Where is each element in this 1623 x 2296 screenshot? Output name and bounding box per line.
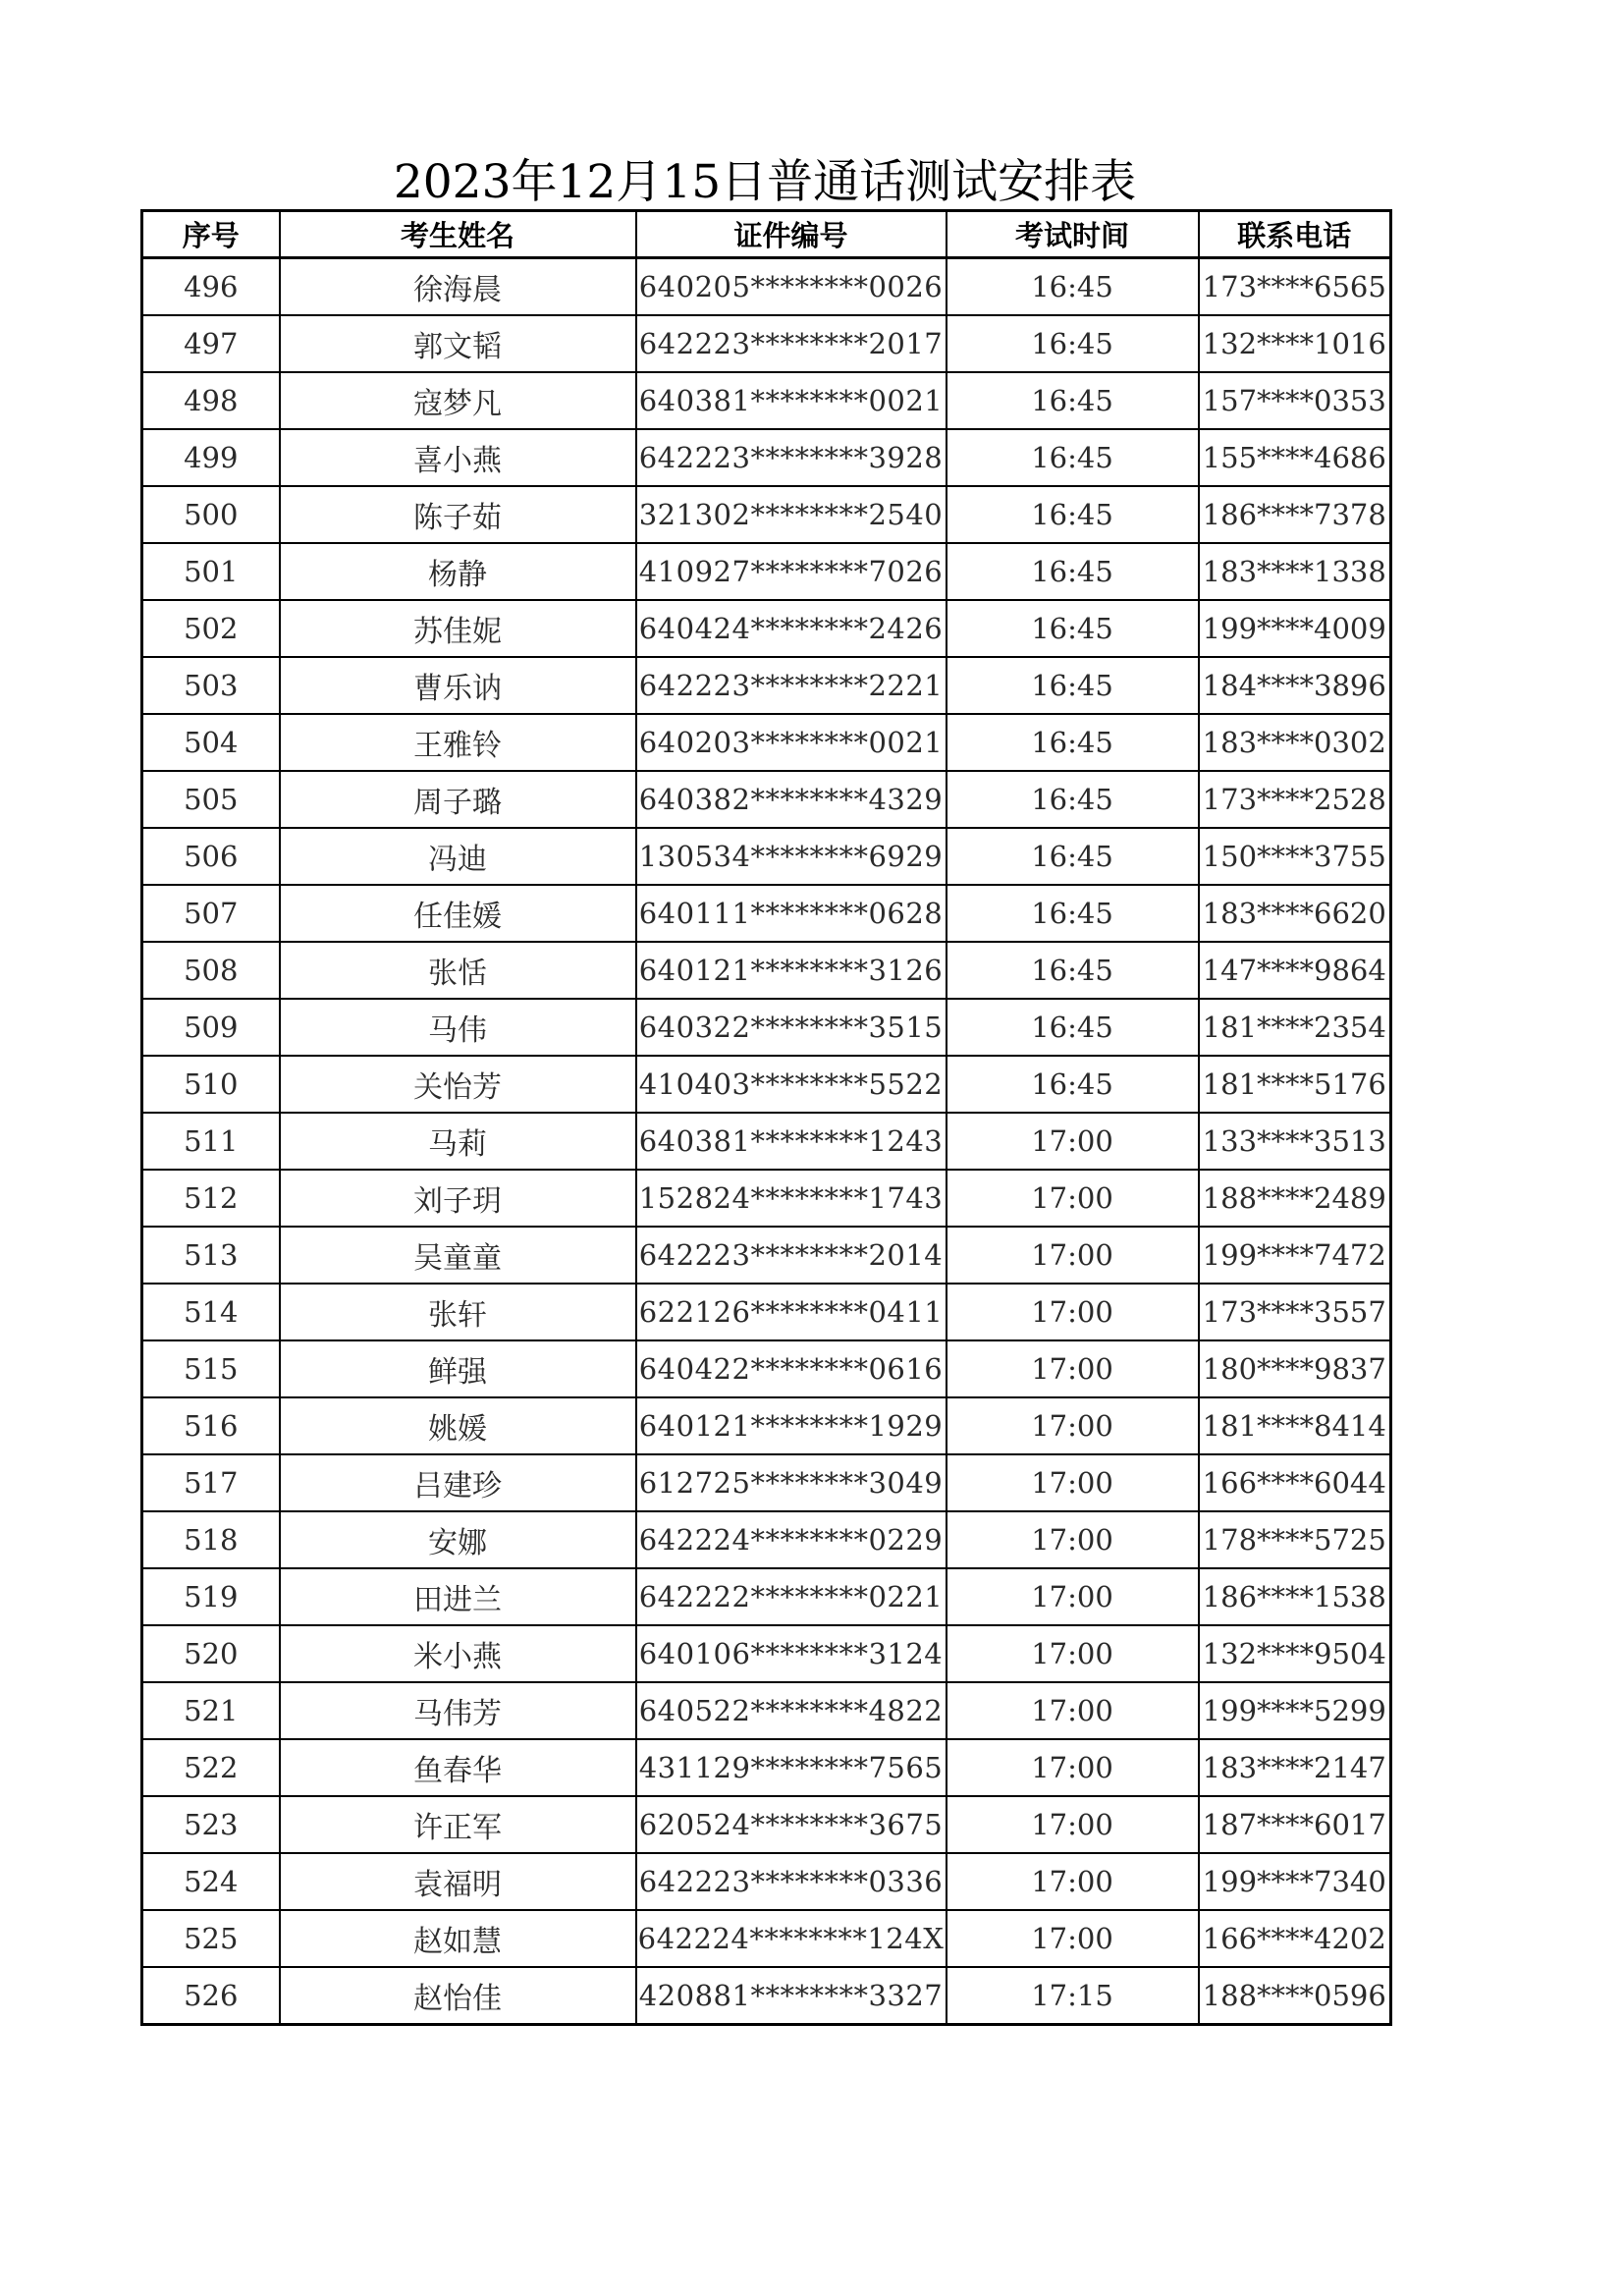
cell-exam-time: 17:00: [947, 1796, 1199, 1853]
header-seq: 序号: [142, 211, 280, 258]
cell-seq: 497: [142, 315, 280, 372]
cell-phone: 166****6044: [1199, 1454, 1391, 1511]
cell-id-number: 640121********3126: [636, 942, 947, 999]
cell-id-number: 620524********3675: [636, 1796, 947, 1853]
cell-id-number: 640121********1929: [636, 1397, 947, 1454]
header-id-number: 证件编号: [636, 211, 947, 258]
cell-id-number: 642224********124X: [636, 1910, 947, 1967]
cell-seq: 509: [142, 999, 280, 1056]
cell-exam-time: 17:15: [947, 1967, 1199, 2025]
cell-id-number: 640111********0628: [636, 885, 947, 942]
cell-exam-time: 16:45: [947, 543, 1199, 600]
cell-name: 陈子茹: [280, 486, 636, 543]
cell-id-number: 640522********4822: [636, 1682, 947, 1739]
cell-id-number: 420881********3327: [636, 1967, 947, 2025]
cell-name: 关怡芳: [280, 1056, 636, 1113]
cell-exam-time: 16:45: [947, 771, 1199, 828]
cell-exam-time: 17:00: [947, 1625, 1199, 1682]
cell-exam-time: 17:00: [947, 1284, 1199, 1340]
cell-exam-time: 17:00: [947, 1853, 1199, 1910]
cell-name: 米小燕: [280, 1625, 636, 1682]
header-phone: 联系电话: [1199, 211, 1391, 258]
cell-id-number: 640106********3124: [636, 1625, 947, 1682]
cell-seq: 503: [142, 657, 280, 714]
cell-id-number: 130534********6929: [636, 828, 947, 885]
cell-phone: 199****7340: [1199, 1853, 1391, 1910]
cell-seq: 498: [142, 372, 280, 429]
cell-name: 杨静: [280, 543, 636, 600]
cell-exam-time: 16:45: [947, 828, 1199, 885]
table-row: [142, 1853, 1391, 1910]
table-row: [142, 1397, 1391, 1454]
cell-name: 田进兰: [280, 1568, 636, 1625]
cell-name: 马伟芳: [280, 1682, 636, 1739]
cell-id-number: 321302********2540: [636, 486, 947, 543]
cell-phone: 187****6017: [1199, 1796, 1391, 1853]
table-row: [142, 1056, 1391, 1113]
cell-seq: 507: [142, 885, 280, 942]
cell-exam-time: 17:00: [947, 1454, 1199, 1511]
cell-name: 苏佳妮: [280, 600, 636, 657]
cell-exam-time: 16:45: [947, 600, 1199, 657]
table-row: [142, 1625, 1391, 1682]
cell-phone: 166****4202: [1199, 1910, 1391, 1967]
table-row: [142, 1796, 1391, 1853]
cell-exam-time: 17:00: [947, 1113, 1199, 1170]
cell-phone: 181****8414: [1199, 1397, 1391, 1454]
cell-phone: 184****3896: [1199, 657, 1391, 714]
cell-name: 袁福明: [280, 1853, 636, 1910]
cell-name: 赵怡佳: [280, 1967, 636, 2025]
cell-id-number: 642223********0336: [636, 1853, 947, 1910]
cell-seq: 510: [142, 1056, 280, 1113]
cell-phone: 147****9864: [1199, 942, 1391, 999]
cell-phone: 199****4009: [1199, 600, 1391, 657]
table-row: [142, 1682, 1391, 1739]
cell-seq: 506: [142, 828, 280, 885]
table-row: [142, 771, 1391, 828]
table-row: [142, 1454, 1391, 1511]
schedule-table: [140, 209, 1392, 2026]
cell-exam-time: 16:45: [947, 999, 1199, 1056]
cell-name: 马莉: [280, 1113, 636, 1170]
table-row: [142, 429, 1391, 486]
cell-phone: 188****2489: [1199, 1170, 1391, 1227]
cell-seq: 496: [142, 258, 280, 316]
cell-name: 赵如慧: [280, 1910, 636, 1967]
cell-name: 马伟: [280, 999, 636, 1056]
cell-seq: 500: [142, 486, 280, 543]
cell-id-number: 640424********2426: [636, 600, 947, 657]
cell-exam-time: 17:00: [947, 1397, 1199, 1454]
cell-seq: 502: [142, 600, 280, 657]
cell-seq: 513: [142, 1227, 280, 1284]
table-row: [142, 1227, 1391, 1284]
cell-phone: 133****3513: [1199, 1113, 1391, 1170]
cell-name: 张恬: [280, 942, 636, 999]
cell-exam-time: 17:00: [947, 1170, 1199, 1227]
cell-id-number: 640381********1243: [636, 1113, 947, 1170]
cell-phone: 132****9504: [1199, 1625, 1391, 1682]
cell-name: 曹乐讷: [280, 657, 636, 714]
table-row: [142, 1910, 1391, 1967]
cell-name: 姚媛: [280, 1397, 636, 1454]
cell-phone: 183****1338: [1199, 543, 1391, 600]
cell-id-number: 410403********5522: [636, 1056, 947, 1113]
cell-phone: 186****7378: [1199, 486, 1391, 543]
cell-phone: 132****1016: [1199, 315, 1391, 372]
cell-phone: 155****4686: [1199, 429, 1391, 486]
table-row: [142, 1340, 1391, 1397]
cell-name: 吕建珍: [280, 1454, 636, 1511]
cell-seq: 508: [142, 942, 280, 999]
cell-name: 王雅铃: [280, 714, 636, 771]
cell-exam-time: 16:45: [947, 1056, 1199, 1113]
cell-seq: 505: [142, 771, 280, 828]
cell-seq: 519: [142, 1568, 280, 1625]
cell-name: 安娜: [280, 1511, 636, 1568]
cell-id-number: 640205********0026: [636, 258, 947, 316]
cell-seq: 517: [142, 1454, 280, 1511]
table-row: [142, 543, 1391, 600]
table-row: [142, 714, 1391, 771]
cell-id-number: 152824********1743: [636, 1170, 947, 1227]
header-name: 考生姓名: [280, 211, 636, 258]
cell-phone: 183****0302: [1199, 714, 1391, 771]
cell-id-number: 640422********0616: [636, 1340, 947, 1397]
cell-id-number: 642223********3928: [636, 429, 947, 486]
cell-id-number: 640203********0021: [636, 714, 947, 771]
cell-seq: 520: [142, 1625, 280, 1682]
cell-id-number: 622126********0411: [636, 1284, 947, 1340]
table-body: [142, 258, 1391, 2025]
cell-phone: 188****0596: [1199, 1967, 1391, 2025]
cell-phone: 173****2528: [1199, 771, 1391, 828]
cell-seq: 524: [142, 1853, 280, 1910]
cell-name: 喜小燕: [280, 429, 636, 486]
cell-id-number: 642224********0229: [636, 1511, 947, 1568]
cell-id-number: 640381********0021: [636, 372, 947, 429]
cell-phone: 157****0353: [1199, 372, 1391, 429]
cell-id-number: 642222********0221: [636, 1568, 947, 1625]
cell-exam-time: 17:00: [947, 1682, 1199, 1739]
cell-phone: 186****1538: [1199, 1568, 1391, 1625]
cell-exam-time: 17:00: [947, 1910, 1199, 1967]
cell-exam-time: 17:00: [947, 1511, 1199, 1568]
cell-name: 任佳媛: [280, 885, 636, 942]
cell-seq: 522: [142, 1739, 280, 1796]
cell-seq: 499: [142, 429, 280, 486]
table-row: [142, 1568, 1391, 1625]
table-row: [142, 1170, 1391, 1227]
table-row: [142, 999, 1391, 1056]
cell-seq: 523: [142, 1796, 280, 1853]
cell-name: 周子璐: [280, 771, 636, 828]
cell-exam-time: 16:45: [947, 372, 1199, 429]
cell-seq: 521: [142, 1682, 280, 1739]
cell-seq: 514: [142, 1284, 280, 1340]
cell-seq: 501: [142, 543, 280, 600]
cell-phone: 173****6565: [1199, 258, 1391, 316]
table-row: [142, 1967, 1391, 2025]
cell-seq: 526: [142, 1967, 280, 2025]
cell-phone: 199****7472: [1199, 1227, 1391, 1284]
cell-id-number: 642223********2014: [636, 1227, 947, 1284]
table-row: [142, 600, 1391, 657]
cell-name: 吴童童: [280, 1227, 636, 1284]
cell-phone: 183****2147: [1199, 1739, 1391, 1796]
page-title: 2023年12月15日普通话测试安排表: [393, 155, 1137, 209]
table-row: [142, 657, 1391, 714]
cell-id-number: 642223********2221: [636, 657, 947, 714]
cell-seq: 511: [142, 1113, 280, 1170]
table-header-row: [142, 211, 1391, 258]
cell-exam-time: 16:45: [947, 885, 1199, 942]
cell-seq: 525: [142, 1910, 280, 1967]
cell-id-number: 431129********7565: [636, 1739, 947, 1796]
cell-phone: 181****2354: [1199, 999, 1391, 1056]
cell-seq: 515: [142, 1340, 280, 1397]
cell-name: 徐海晨: [280, 258, 636, 316]
table-row: [142, 258, 1391, 316]
header-exam-time: 考试时间: [947, 211, 1199, 258]
cell-id-number: 640382********4329: [636, 771, 947, 828]
cell-name: 鲜强: [280, 1340, 636, 1397]
cell-exam-time: 17:00: [947, 1227, 1199, 1284]
table-row: [142, 1739, 1391, 1796]
cell-seq: 516: [142, 1397, 280, 1454]
cell-id-number: 612725********3049: [636, 1454, 947, 1511]
cell-seq: 512: [142, 1170, 280, 1227]
table-row: [142, 486, 1391, 543]
cell-exam-time: 16:45: [947, 714, 1199, 771]
cell-exam-time: 17:00: [947, 1568, 1199, 1625]
cell-name: 许正军: [280, 1796, 636, 1853]
cell-phone: 180****9837: [1199, 1340, 1391, 1397]
cell-name: 张轩: [280, 1284, 636, 1340]
cell-name: 寇梦凡: [280, 372, 636, 429]
cell-phone: 183****6620: [1199, 885, 1391, 942]
cell-seq: 518: [142, 1511, 280, 1568]
cell-phone: 150****3755: [1199, 828, 1391, 885]
cell-phone: 173****3557: [1199, 1284, 1391, 1340]
cell-id-number: 410927********7026: [636, 543, 947, 600]
cell-exam-time: 16:45: [947, 942, 1199, 999]
table-row: [142, 1113, 1391, 1170]
cell-exam-time: 16:45: [947, 486, 1199, 543]
cell-id-number: 640322********3515: [636, 999, 947, 1056]
cell-name: 刘子玥: [280, 1170, 636, 1227]
cell-phone: 181****5176: [1199, 1056, 1391, 1113]
table-row: [142, 828, 1391, 885]
cell-exam-time: 17:00: [947, 1739, 1199, 1796]
table-row: [142, 1511, 1391, 1568]
cell-name: 郭文韬: [280, 315, 636, 372]
cell-exam-time: 16:45: [947, 315, 1199, 372]
cell-id-number: 642223********2017: [636, 315, 947, 372]
table-row: [142, 885, 1391, 942]
cell-exam-time: 16:45: [947, 429, 1199, 486]
cell-phone: 199****5299: [1199, 1682, 1391, 1739]
cell-exam-time: 16:45: [947, 657, 1199, 714]
table-row: [142, 942, 1391, 999]
cell-name: 冯迪: [280, 828, 636, 885]
cell-exam-time: 16:45: [947, 258, 1199, 316]
table-row: [142, 1284, 1391, 1340]
cell-phone: 178****5725: [1199, 1511, 1391, 1568]
cell-seq: 504: [142, 714, 280, 771]
table-row: [142, 315, 1391, 372]
cell-name: 鱼春华: [280, 1739, 636, 1796]
cell-exam-time: 17:00: [947, 1340, 1199, 1397]
table-row: [142, 372, 1391, 429]
